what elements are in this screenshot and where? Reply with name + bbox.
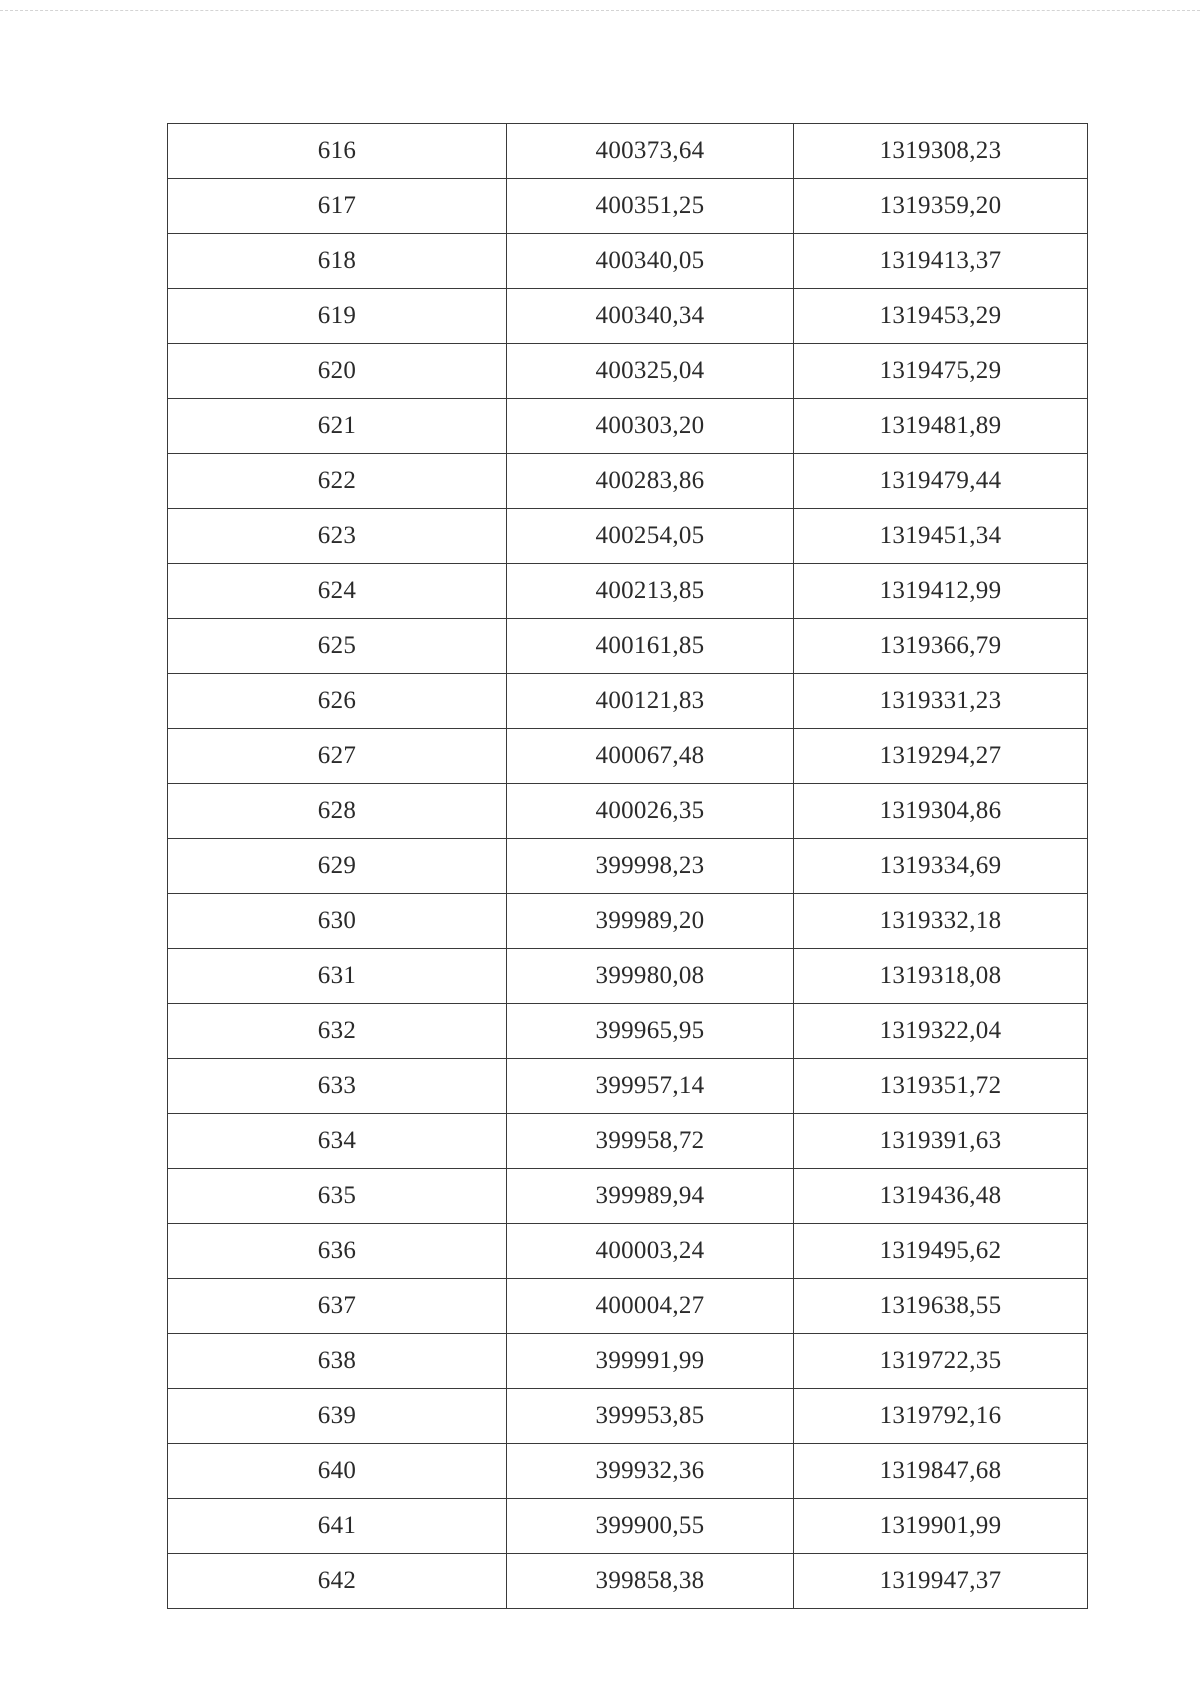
- table-row: [168, 1554, 1088, 1609]
- x-coordinate-cell: 400373,64: [507, 124, 794, 179]
- point-number-cell: 623: [168, 509, 507, 564]
- y-coordinate-cell: 1319412,99: [794, 564, 1088, 619]
- table-row: [168, 1059, 1088, 1114]
- table-row: [168, 1444, 1088, 1499]
- y-coordinate-cell: 1319334,69: [794, 839, 1088, 894]
- y-coordinate-cell: 1319722,35: [794, 1334, 1088, 1389]
- point-number-cell: 630: [168, 894, 507, 949]
- point-number-cell: 626: [168, 674, 507, 729]
- x-coordinate-cell: 400325,04: [507, 344, 794, 399]
- y-coordinate-cell: 1319351,72: [794, 1059, 1088, 1114]
- table-row: [168, 784, 1088, 839]
- table-row: [168, 1499, 1088, 1554]
- x-coordinate-cell: 399980,08: [507, 949, 794, 1004]
- y-coordinate-cell: 1319847,68: [794, 1444, 1088, 1499]
- table-row: [168, 289, 1088, 344]
- point-number-cell: 634: [168, 1114, 507, 1169]
- point-number-cell: 632: [168, 1004, 507, 1059]
- x-coordinate-cell: 399957,14: [507, 1059, 794, 1114]
- point-number-cell: 636: [168, 1224, 507, 1279]
- point-number-cell: 622: [168, 454, 507, 509]
- x-coordinate-cell: 399932,36: [507, 1444, 794, 1499]
- point-number-cell: 642: [168, 1554, 507, 1609]
- point-number-cell: 620: [168, 344, 507, 399]
- y-coordinate-cell: 1319413,37: [794, 234, 1088, 289]
- y-coordinate-cell: 1319475,29: [794, 344, 1088, 399]
- point-number-cell: 617: [168, 179, 507, 234]
- table-row: [168, 1004, 1088, 1059]
- y-coordinate-cell: 1319332,18: [794, 894, 1088, 949]
- y-coordinate-cell: 1319391,63: [794, 1114, 1088, 1169]
- x-coordinate-cell: 400351,25: [507, 179, 794, 234]
- x-coordinate-cell: 399958,72: [507, 1114, 794, 1169]
- table-row: [168, 509, 1088, 564]
- table-row: [168, 1224, 1088, 1279]
- y-coordinate-cell: 1319331,23: [794, 674, 1088, 729]
- point-number-cell: 635: [168, 1169, 507, 1224]
- point-number-cell: 641: [168, 1499, 507, 1554]
- table-row: [168, 234, 1088, 289]
- table-row: [168, 454, 1088, 509]
- x-coordinate-cell: 399991,99: [507, 1334, 794, 1389]
- y-coordinate-cell: 1319479,44: [794, 454, 1088, 509]
- table-row: [168, 1389, 1088, 1444]
- table-row: [168, 894, 1088, 949]
- table-row: [168, 179, 1088, 234]
- y-coordinate-cell: 1319451,34: [794, 509, 1088, 564]
- y-coordinate-cell: 1319495,62: [794, 1224, 1088, 1279]
- x-coordinate-cell: 399858,38: [507, 1554, 794, 1609]
- y-coordinate-cell: 1319366,79: [794, 619, 1088, 674]
- y-coordinate-cell: 1319792,16: [794, 1389, 1088, 1444]
- table-row: [168, 344, 1088, 399]
- x-coordinate-cell: 399965,95: [507, 1004, 794, 1059]
- y-coordinate-cell: 1319947,37: [794, 1554, 1088, 1609]
- point-number-cell: 631: [168, 949, 507, 1004]
- y-coordinate-cell: 1319453,29: [794, 289, 1088, 344]
- x-coordinate-cell: 399989,20: [507, 894, 794, 949]
- table-row: [168, 124, 1088, 179]
- point-number-cell: 616: [168, 124, 507, 179]
- point-number-cell: 624: [168, 564, 507, 619]
- y-coordinate-cell: 1319481,89: [794, 399, 1088, 454]
- table-row: [168, 1114, 1088, 1169]
- point-number-cell: 638: [168, 1334, 507, 1389]
- y-coordinate-cell: 1319436,48: [794, 1169, 1088, 1224]
- x-coordinate-cell: 399989,94: [507, 1169, 794, 1224]
- x-coordinate-cell: 400254,05: [507, 509, 794, 564]
- x-coordinate-cell: 399900,55: [507, 1499, 794, 1554]
- x-coordinate-cell: 400121,83: [507, 674, 794, 729]
- y-coordinate-cell: 1319359,20: [794, 179, 1088, 234]
- x-coordinate-cell: 400340,34: [507, 289, 794, 344]
- y-coordinate-cell: 1319322,04: [794, 1004, 1088, 1059]
- y-coordinate-cell: 1319308,23: [794, 124, 1088, 179]
- table-row: [168, 729, 1088, 784]
- table-row: [168, 1169, 1088, 1224]
- point-number-cell: 628: [168, 784, 507, 839]
- table-row: [168, 619, 1088, 674]
- point-number-cell: 621: [168, 399, 507, 454]
- point-number-cell: 619: [168, 289, 507, 344]
- y-coordinate-cell: 1319294,27: [794, 729, 1088, 784]
- x-coordinate-cell: 400003,24: [507, 1224, 794, 1279]
- x-coordinate-cell: 400340,05: [507, 234, 794, 289]
- table-row: [168, 1279, 1088, 1334]
- table-row: [168, 839, 1088, 894]
- x-coordinate-cell: 399998,23: [507, 839, 794, 894]
- point-number-cell: 627: [168, 729, 507, 784]
- y-coordinate-cell: 1319901,99: [794, 1499, 1088, 1554]
- scan-edge-line: [0, 10, 1200, 11]
- x-coordinate-cell: 400303,20: [507, 399, 794, 454]
- x-coordinate-cell: 400004,27: [507, 1279, 794, 1334]
- table-row: [168, 1334, 1088, 1389]
- table-row: [168, 399, 1088, 454]
- x-coordinate-cell: 400213,85: [507, 564, 794, 619]
- x-coordinate-cell: 399953,85: [507, 1389, 794, 1444]
- x-coordinate-cell: 400283,86: [507, 454, 794, 509]
- x-coordinate-cell: 400161,85: [507, 619, 794, 674]
- table-row: [168, 564, 1088, 619]
- point-number-cell: 637: [168, 1279, 507, 1334]
- table-row: [168, 674, 1088, 729]
- y-coordinate-cell: 1319318,08: [794, 949, 1088, 1004]
- coordinates-table: [167, 123, 1088, 1609]
- table-row: [168, 949, 1088, 1004]
- coordinates-table-body: [168, 124, 1088, 1609]
- point-number-cell: 633: [168, 1059, 507, 1114]
- y-coordinate-cell: 1319638,55: [794, 1279, 1088, 1334]
- point-number-cell: 640: [168, 1444, 507, 1499]
- point-number-cell: 639: [168, 1389, 507, 1444]
- y-coordinate-cell: 1319304,86: [794, 784, 1088, 839]
- x-coordinate-cell: 400067,48: [507, 729, 794, 784]
- point-number-cell: 629: [168, 839, 507, 894]
- point-number-cell: 618: [168, 234, 507, 289]
- x-coordinate-cell: 400026,35: [507, 784, 794, 839]
- point-number-cell: 625: [168, 619, 507, 674]
